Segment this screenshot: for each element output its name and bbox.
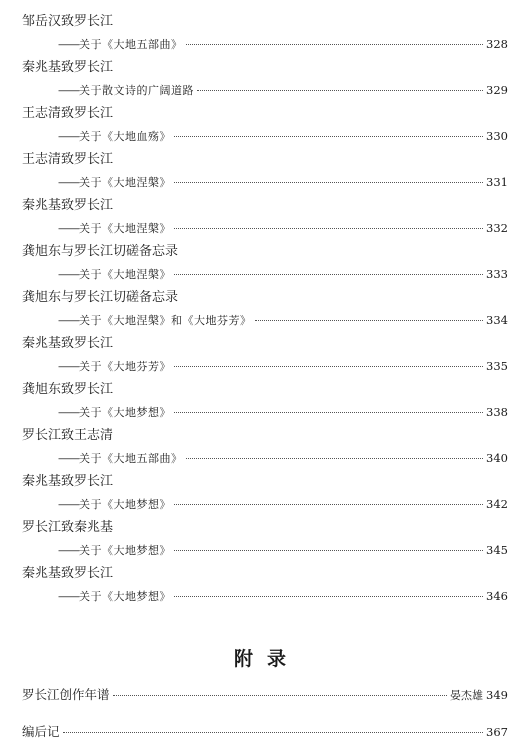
em-dash: —— — [58, 37, 79, 51]
toc-entry-subtitle: 关于《大地五部曲》 — [79, 38, 183, 51]
em-dash: —— — [58, 313, 79, 327]
toc-entry[interactable] — [22, 194, 508, 240]
toc-entry[interactable] — [22, 516, 508, 562]
em-dash: —— — [58, 267, 79, 281]
toc-entry-subtitle-row — [22, 493, 508, 516]
toc-entry[interactable] — [22, 240, 508, 286]
toc-entry-title: 秦兆基致罗长江 — [22, 566, 114, 581]
toc-entry-title: 龚旭东致罗长江 — [22, 382, 114, 397]
toc-entry-title: 秦兆基致罗长江 — [22, 336, 114, 351]
toc-entry-subtitle-row — [22, 585, 508, 608]
toc-entry[interactable] — [22, 286, 508, 332]
appendix-heading: 附录 — [233, 648, 300, 670]
toc-entry[interactable] — [22, 56, 508, 102]
toc-entry-subtitle-row — [22, 217, 508, 240]
toc-entry-subtitle: 关于《大地涅槃》 — [79, 268, 171, 281]
toc-entry-subtitle-row — [22, 355, 508, 378]
toc-entry-subtitle-row — [22, 33, 508, 56]
toc-entry-title: 罗长江致秦兆基 — [22, 520, 114, 535]
dot-leader — [174, 274, 483, 275]
toc-entry-page: 345 — [486, 543, 508, 557]
appendix-item-page: 367 — [486, 725, 508, 739]
toc-entry-page: 329 — [486, 83, 508, 97]
appendix-item-title: 编后记 — [22, 724, 60, 739]
dot-leader — [174, 182, 483, 183]
toc-entry-subtitle: 关于《大地梦想》 — [79, 544, 171, 557]
toc-entry-subtitle-row — [22, 125, 508, 148]
dot-leader — [174, 596, 483, 597]
toc-entry-page: 331 — [486, 175, 508, 189]
toc-entry-subtitle: 关于《大地五部曲》 — [79, 452, 183, 465]
toc-entry[interactable] — [22, 562, 508, 608]
toc-entry-page: 340 — [486, 451, 508, 465]
toc-entry[interactable] — [22, 378, 508, 424]
toc-entry-title: 龚旭东与罗长江切磋备忘录 — [22, 244, 179, 259]
toc-entry[interactable] — [22, 470, 508, 516]
toc-entry[interactable] — [22, 424, 508, 470]
toc-entry-page: 342 — [486, 497, 508, 511]
toc-entry-page: 338 — [486, 405, 508, 419]
appendix-item-title: 罗长江创作年谱 — [22, 687, 110, 702]
dot-leader — [113, 695, 448, 696]
toc-entry-subtitle-row — [22, 401, 508, 424]
em-dash: —— — [58, 543, 79, 557]
dot-leader — [174, 366, 483, 367]
dot-leader — [186, 458, 484, 459]
toc-entry-page: 335 — [486, 359, 508, 373]
toc-entry-title: 秦兆基致罗长江 — [22, 60, 114, 75]
appendix-item-author: 晏杰雄 — [450, 689, 484, 702]
toc-entry-title: 秦兆基致罗长江 — [22, 474, 114, 489]
em-dash: —— — [58, 175, 79, 189]
dot-leader — [174, 504, 483, 505]
appendix-item-afterword[interactable] — [22, 721, 508, 743]
toc-entry[interactable] — [22, 148, 508, 194]
toc-entry[interactable] — [22, 332, 508, 378]
dot-leader — [255, 320, 484, 321]
dot-leader — [186, 44, 484, 45]
toc-entry-title: 王志清致罗长江 — [22, 152, 114, 167]
dot-leader — [63, 732, 484, 733]
toc-entry-page: 334 — [486, 313, 508, 327]
em-dash: —— — [58, 83, 79, 97]
appendix-item-page: 349 — [486, 688, 508, 702]
toc-entry-page: 333 — [486, 267, 508, 281]
toc-entry-subtitle: 关于《大地芬芳》 — [79, 360, 171, 373]
em-dash: —— — [58, 359, 79, 373]
toc-entry[interactable] — [22, 102, 508, 148]
toc-entry-subtitle: 关于《大地梦想》 — [79, 406, 171, 419]
dot-leader — [174, 550, 483, 551]
toc-entry-subtitle: 关于《大地梦想》 — [79, 498, 171, 511]
toc-entry[interactable] — [22, 10, 508, 56]
em-dash: —— — [58, 589, 79, 603]
toc-entry-title: 邹岳汉致罗长江 — [22, 14, 114, 29]
em-dash: —— — [58, 129, 79, 143]
toc-entry-subtitle-row — [22, 539, 508, 562]
toc-entry-page: 332 — [486, 221, 508, 235]
toc-list — [22, 10, 508, 608]
dot-leader — [174, 136, 483, 137]
toc-entry-title: 王志清致罗长江 — [22, 106, 114, 121]
toc-entry-title: 罗长江致王志清 — [22, 428, 114, 443]
toc-entry-subtitle-row — [22, 309, 508, 332]
dot-leader — [197, 90, 483, 91]
toc-entry-subtitle: 关于散文诗的广阔道路 — [79, 84, 194, 97]
dot-leader — [174, 412, 483, 413]
toc-entry-subtitle-row — [22, 171, 508, 194]
toc-entry-title: 秦兆基致罗长江 — [22, 198, 114, 213]
em-dash: —— — [58, 497, 79, 511]
appendix-item-chronology[interactable] — [22, 684, 508, 706]
toc-entry-title: 龚旭东与罗长江切磋备忘录 — [22, 290, 179, 305]
toc-entry-page: 328 — [486, 37, 508, 51]
toc-entry-subtitle-row — [22, 263, 508, 286]
em-dash: —— — [58, 221, 79, 235]
toc-entry-subtitle-row — [22, 447, 508, 470]
toc-entry-page: 346 — [486, 589, 508, 603]
dot-leader — [174, 228, 483, 229]
toc-entry-subtitle: 关于《大地血殇》 — [79, 130, 171, 143]
em-dash: —— — [58, 405, 79, 419]
toc-entry-subtitle: 关于《大地梦想》 — [79, 590, 171, 603]
em-dash: —— — [58, 451, 79, 465]
toc-entry-subtitle: 关于《大地涅槃》 — [79, 222, 171, 235]
toc-entry-subtitle: 关于《大地涅槃》 — [79, 176, 171, 189]
toc-entry-subtitle-row — [22, 79, 508, 102]
toc-entry-subtitle: 关于《大地涅槃》和《大地芬芳》 — [79, 314, 252, 327]
toc-entry-page: 330 — [486, 129, 508, 143]
